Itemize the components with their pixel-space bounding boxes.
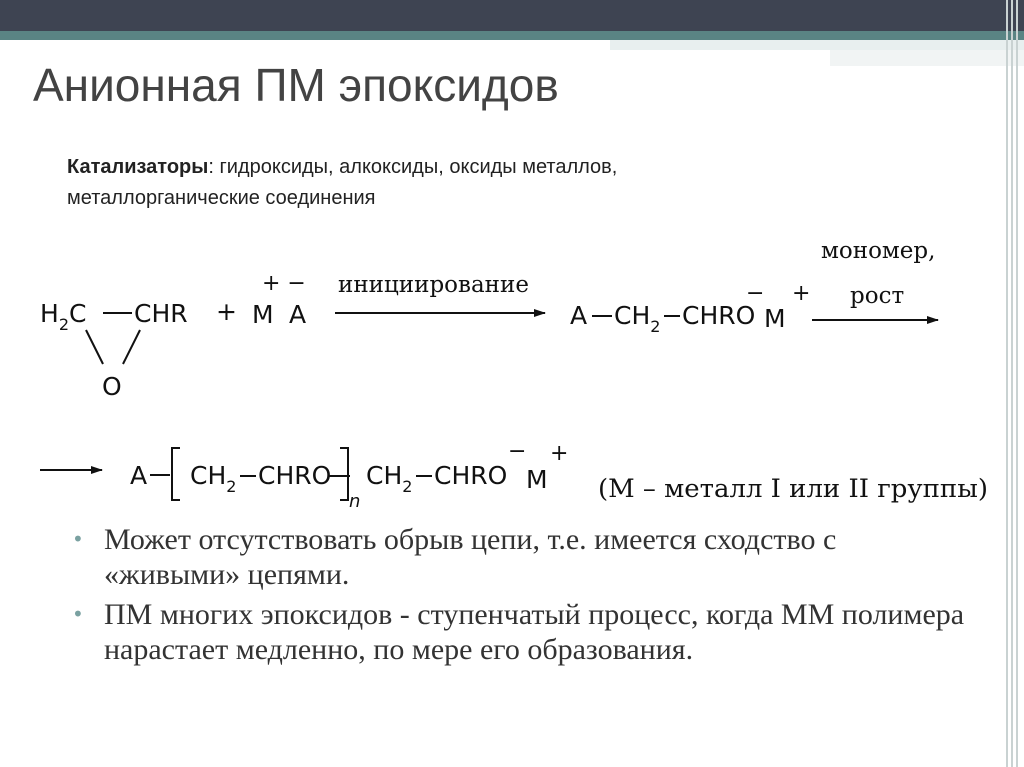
bullet-dot: •	[72, 602, 84, 626]
epoxide-oxygen: O	[102, 372, 122, 401]
polymer-repeat-n: n	[349, 491, 361, 512]
initiator-anion: A	[289, 300, 307, 329]
epoxide-h: $H_2C$	[40, 299, 87, 334]
epoxide-co-bond-left	[86, 330, 103, 364]
polymer-ch2: $CH_2$	[190, 461, 237, 496]
bullet-dot: •	[72, 527, 84, 551]
active-center-metal: M	[764, 304, 786, 333]
initiation-label: инициирование	[338, 272, 529, 298]
active-center-minus: −	[746, 281, 765, 306]
plus-sign: +	[216, 297, 237, 326]
metal-note: (М – металл I или II группы)	[598, 474, 988, 503]
epoxide-co-bond-right	[123, 330, 140, 364]
active-center-ch2: $CH_2$	[614, 301, 661, 336]
catalysts-list: : гидроксиды, алкоксиды, оксиды металлов,	[208, 156, 618, 178]
active-center-chro: CHRO	[682, 301, 756, 330]
initiator-charges: + −	[262, 271, 306, 296]
polymer-plus: +	[550, 441, 569, 466]
polymer-end-a: A	[130, 461, 148, 490]
active-center-plus: +	[792, 281, 811, 306]
polymer-metal: M	[526, 465, 548, 494]
active-center-a: A	[570, 301, 588, 330]
catalysts-list-cont: металлорганические соединения	[67, 187, 376, 209]
bullet-item: • ПМ многих эпоксидов - ступенчатый процесс, когда ММ полимера нарастает медленно, по мере его образования.	[72, 598, 965, 666]
initiator-metal: M	[252, 300, 274, 329]
catalysts-label: Катализаторы	[67, 156, 209, 178]
polymer-end-chro: CHRO	[434, 461, 508, 490]
polymer-end-ch2: $CH_2$	[366, 461, 413, 496]
polymer-bracket-left	[172, 448, 180, 500]
propagation-label-1: мономер,	[821, 238, 936, 264]
slide-title: Анионная ПМ эпоксидов	[33, 59, 559, 111]
bullet-item: • Может отсутствовать обрыв цепи, т.е. имеется сходство с «живыми» цепями.	[72, 523, 837, 591]
epoxide-chr: CHR	[134, 299, 188, 328]
polymer-bracket-right	[340, 448, 348, 500]
bullet-list	[72, 522, 972, 672]
propagation-label-2: рост	[850, 283, 905, 309]
polymer-chro: CHRO	[258, 461, 332, 490]
polymer-minus: −	[508, 439, 527, 464]
